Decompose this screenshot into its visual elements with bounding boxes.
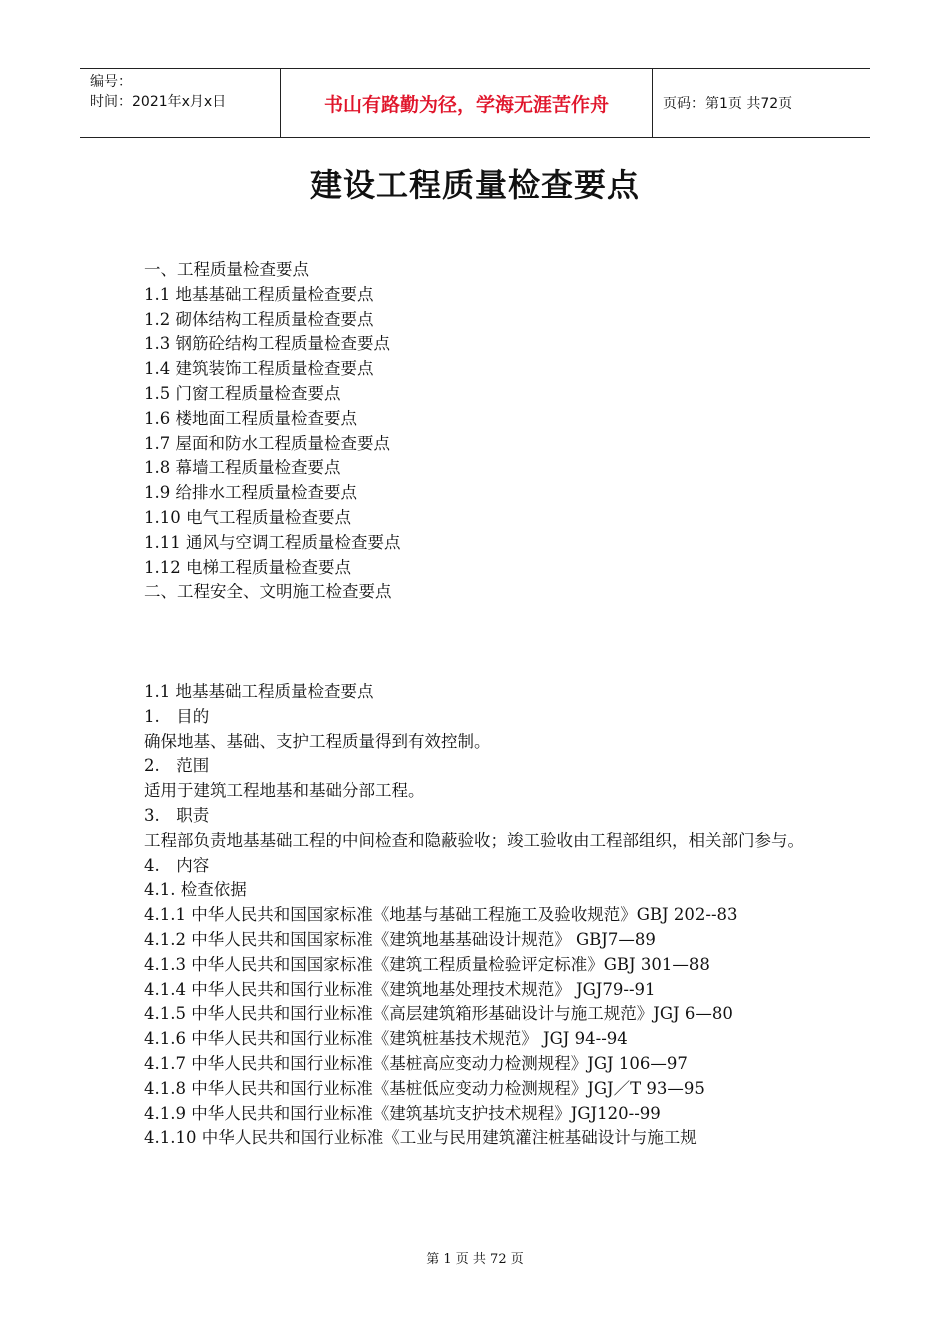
- toc-item: 1.3 钢筋砼结构工程质量检查要点: [144, 334, 390, 354]
- standard-item: 4.1.9 中华人民共和国行业标准《建筑基坑支护技术规程》JGJ120--99: [144, 1103, 661, 1123]
- subheading-duties: 3. 职责: [144, 805, 210, 825]
- subheading-purpose: 1. 目的: [144, 706, 210, 726]
- document-title: 建设工程质量检查要点: [309, 166, 640, 204]
- subheading-scope: 2. 范围: [144, 756, 210, 776]
- toc-item: 1.2 砌体结构工程质量检查要点: [144, 309, 374, 329]
- table-of-contents: [144, 258, 809, 605]
- paragraph: 适用于建筑工程地基和基础分部工程。: [144, 781, 425, 801]
- toc-item: 1.6 楼地面工程质量检查要点: [144, 408, 357, 428]
- toc-item: 1.10 电气工程质量检查要点: [144, 507, 351, 527]
- main-content: [144, 680, 809, 1151]
- page-footer: 第 1 页 共 72 页: [426, 1252, 524, 1267]
- toc-item: 一、工程质量检查要点: [144, 260, 309, 279]
- number-label: 编号：: [90, 74, 132, 90]
- header-page-info: 页码：第1页 共72页: [663, 96, 793, 112]
- toc-item: 1.8 幕墙工程质量检查要点: [144, 458, 341, 478]
- date-label: 时间：2021年x月x日: [90, 94, 227, 110]
- standard-item: 4.1.7 中华人民共和国行业标准《基桩高应变动力检测规程》JGJ 106—97: [144, 1053, 688, 1073]
- section-heading: 1.1 地基基础工程质量检查要点: [144, 682, 374, 701]
- toc-item: 1.7 屋面和防水工程质量检查要点: [144, 433, 390, 453]
- toc-item: 1.5 门窗工程质量检查要点: [144, 383, 341, 403]
- toc-item: 1.12 电梯工程质量检查要点: [144, 557, 351, 577]
- standard-item: 4.1.3 中华人民共和国国家标准《建筑工程质量检验评定标准》GBJ 301—88: [144, 954, 710, 974]
- standard-item: 4.1.6 中华人民共和国行业标准《建筑桩基技术规范》 JGJ 94--94: [144, 1029, 628, 1049]
- toc-item: 1.11 通风与空调工程质量检查要点: [144, 532, 401, 552]
- page-header: [80, 68, 870, 138]
- toc-item: 二、工程安全、文明施工检查要点: [144, 582, 392, 602]
- standard-item: 4.1.5 中华人民共和国行业标准《高层建筑箱形基础设计与施工规范》JGJ 6—80: [144, 1004, 733, 1024]
- toc-item: 1.4 建筑装饰工程质量检查要点: [144, 359, 374, 379]
- toc-item: 1.9 给排水工程质量检查要点: [144, 483, 357, 503]
- header-motto: 书山有路勤为径，学海无涯苦作舟: [281, 69, 653, 137]
- standard-item: 4.1.1 中华人民共和国国家标准《地基与基础工程施工及验收规范》GBJ 202--83: [144, 905, 738, 925]
- subheading-basis: 4.1. 检查依据: [144, 880, 247, 900]
- paragraph: 确保地基、基础、支护工程质量得到有效控制。: [144, 731, 491, 751]
- standard-item: 4.1.4 中华人民共和国行业标准《建筑地基处理技术规范》 JGJ79--91: [144, 979, 656, 999]
- standard-item: 4.1.8 中华人民共和国行业标准《基桩低应变动力检测规程》JGJ／T 93—95: [144, 1078, 705, 1098]
- paragraph: 工程部负责地基基础工程的中间检查和隐蔽验收；竣工验收由工程部组织，相关部门参与。: [144, 830, 804, 850]
- header-meta-cell: [80, 69, 281, 137]
- standard-item: 4.1.10 中华人民共和国行业标准《工业与民用建筑灌注桩基础设计与施工规: [144, 1128, 697, 1148]
- standard-item: 4.1.2 中华人民共和国国家标准《建筑地基基础设计规范》 GBJ7—89: [144, 929, 656, 949]
- subheading-contents: 4. 内容: [144, 855, 210, 875]
- toc-item: 1.1 地基基础工程质量检查要点: [144, 284, 374, 304]
